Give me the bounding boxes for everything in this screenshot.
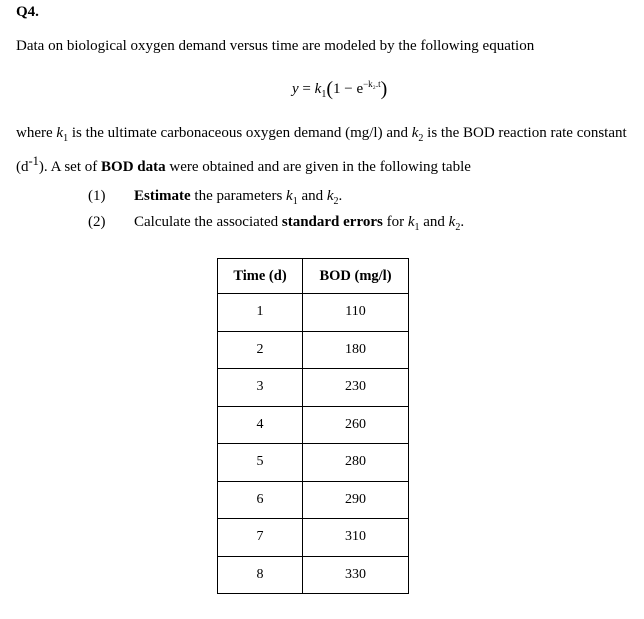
bod-cell: 230 <box>303 369 409 407</box>
task-k1-sub: 1 <box>414 222 420 233</box>
bod-cell: 280 <box>303 444 409 482</box>
task-item-2 <box>88 212 464 238</box>
time-cell: 7 <box>218 519 303 557</box>
table-row <box>218 444 409 482</box>
header-bod: BOD (mg/l) <box>303 259 409 294</box>
task-number: (2) <box>88 214 106 230</box>
equation-exponent: −k₂.t <box>363 79 381 89</box>
bod-cell: 290 <box>303 481 409 519</box>
task-part: and <box>419 214 449 230</box>
bod-equation <box>292 78 387 101</box>
table-row <box>218 406 409 444</box>
equation-equals: = <box>298 81 315 97</box>
equation-k1: k <box>314 81 322 97</box>
task-part: Calculate the associated <box>134 214 282 230</box>
bod-cell: 110 <box>303 294 409 332</box>
task-part: and <box>297 188 327 204</box>
desc-k1: k <box>56 125 64 141</box>
bod-data-table <box>217 258 409 594</box>
time-cell: 1 <box>218 294 303 332</box>
table-row <box>218 294 409 332</box>
task-part: for <box>382 214 408 230</box>
time-cell: 3 <box>218 369 303 407</box>
bod-cell: 330 <box>303 556 409 594</box>
desc-part: is the ultimate carbonaceous oxygen demand (mg/l) and <box>68 125 412 141</box>
equation-close-paren: ) <box>380 78 388 100</box>
task-bold: standard errors <box>281 214 383 230</box>
task-number: (1) <box>88 188 106 204</box>
header-time: Time (d) <box>218 259 303 294</box>
time-cell: 4 <box>218 406 303 444</box>
desc-k1-sub: 1 <box>63 133 69 144</box>
task-k2: k <box>448 214 456 230</box>
desc-part: were obtained and are given in the following table <box>165 159 471 175</box>
bod-cell: 310 <box>303 519 409 557</box>
task-bold: Estimate <box>134 188 191 204</box>
equation-one-minus-e: 1 − e <box>332 81 364 97</box>
task-part: . <box>338 188 343 204</box>
equation-open-paren: ( <box>326 78 333 100</box>
task-k1: k <box>407 214 415 230</box>
desc-superscript: -1 <box>28 154 39 168</box>
table-row <box>218 556 409 594</box>
task-k1-sub: 1 <box>292 196 298 207</box>
equation-y: y <box>292 81 299 97</box>
desc-part: ). A set of <box>38 159 102 175</box>
task-k2: k <box>326 188 334 204</box>
task-text <box>134 186 342 212</box>
table-row <box>218 331 409 369</box>
time-cell: 6 <box>218 481 303 519</box>
task-text <box>134 212 464 238</box>
task-k1: k <box>286 188 293 204</box>
table-row <box>218 519 409 557</box>
table-row <box>218 481 409 519</box>
task-item-1 <box>88 186 464 212</box>
intro-text: Data on biological oxygen demand versus time are modeled by the following equation <box>16 38 535 54</box>
time-cell: 2 <box>218 331 303 369</box>
bod-cell: 180 <box>303 331 409 369</box>
desc-k2: k <box>411 125 419 141</box>
task-part: . <box>460 214 465 230</box>
task-k2-sub: 2 <box>333 196 339 207</box>
desc-part: is the BOD reaction rate constant (d <box>16 125 627 175</box>
table-row <box>218 369 409 407</box>
desc-bold: BOD data <box>101 159 166 175</box>
time-cell: 8 <box>218 556 303 594</box>
equation-k1-sub: 1 <box>321 89 327 100</box>
task-part: the parameters <box>190 188 287 204</box>
description-paragraph <box>16 122 636 179</box>
task-k2-sub: 2 <box>455 222 461 233</box>
time-cell: 5 <box>218 444 303 482</box>
table-header-row <box>218 259 409 294</box>
question-title: Q4. <box>16 4 39 20</box>
bod-cell: 260 <box>303 406 409 444</box>
desc-k2-sub: 2 <box>418 133 424 144</box>
task-list <box>88 186 464 238</box>
desc-part: where <box>16 125 57 141</box>
